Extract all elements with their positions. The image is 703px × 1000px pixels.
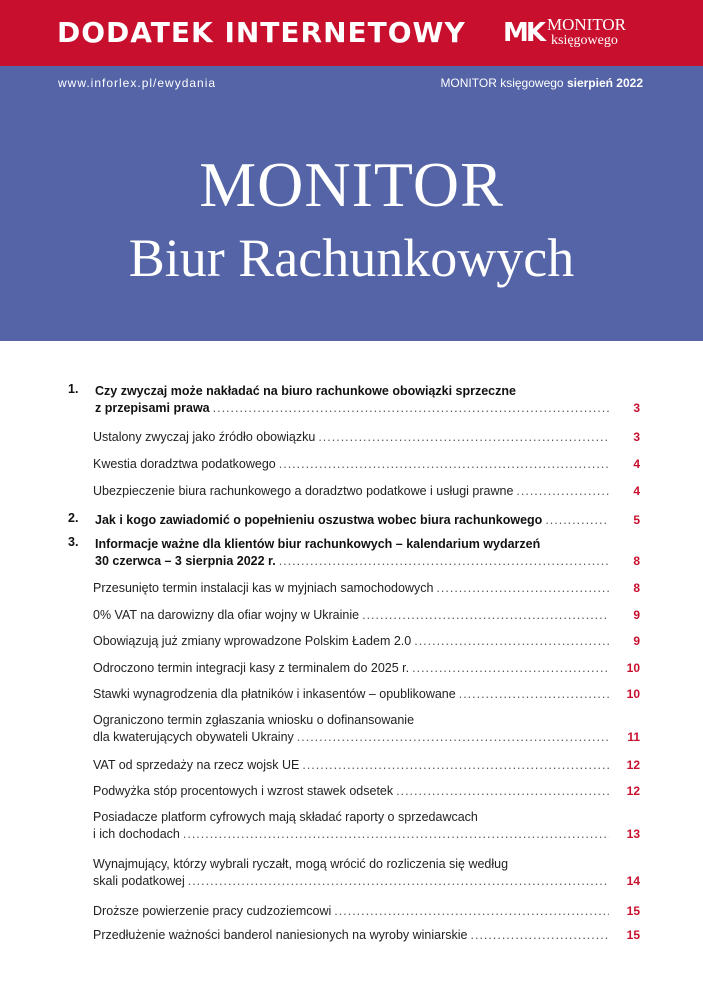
leader-dots (188, 874, 609, 889)
toc-section[interactable] (68, 535, 640, 569)
leader-dots (302, 758, 609, 773)
toc-item[interactable] (93, 428, 640, 445)
logo-line2: księgowego (551, 33, 618, 48)
toc-page-number: 15 (626, 904, 640, 918)
toc-text: Obowiązują już zmiany wprowadzone Polskim Ładem 2.0 (93, 634, 412, 648)
masthead (0, 66, 703, 341)
toc-text: Odroczono termin integracji kasy z terminalem do 2025 r. (93, 661, 410, 675)
leader-dots (279, 457, 609, 472)
toc-item[interactable] (93, 632, 640, 649)
toc-number: 1. (68, 382, 79, 396)
toc-item[interactable] (93, 808, 640, 842)
toc-text: Informacje ważne dla klientów biur rachunkowych – kalendarium wydarzeń (95, 537, 541, 551)
toc-item[interactable] (93, 711, 640, 745)
issue-info (440, 76, 643, 90)
toc-page-number: 4 (633, 457, 640, 471)
toc-item[interactable] (93, 482, 640, 499)
toc-text: i ich dochodach (93, 827, 180, 841)
toc-text: VAT od sprzedaży na rzecz wojsk UE (93, 758, 300, 772)
toc-page-number: 3 (633, 430, 640, 444)
top-banner (0, 0, 703, 66)
toc-page-number: 15 (626, 928, 640, 942)
toc-page-number: 10 (626, 661, 640, 675)
toc-text: Podwyżka stóp procentowych i wzrost stawek odsetek (93, 784, 394, 798)
leader-dots (334, 904, 609, 919)
toc-text: Czy zwyczaj może nakładać na biuro rachunkowe obowiązki sprzeczne (95, 384, 516, 398)
leader-dots (396, 784, 609, 799)
leader-dots (471, 928, 609, 943)
toc-item[interactable] (93, 782, 640, 799)
toc-item[interactable] (93, 579, 640, 596)
toc-section[interactable] (68, 511, 640, 528)
leader-dots (297, 730, 609, 745)
toc-page-number: 8 (633, 581, 640, 595)
toc-section[interactable] (68, 382, 640, 416)
toc-page-number: 4 (633, 484, 640, 498)
toc-page-number: 10 (626, 687, 640, 701)
toc-text: Kwestia doradztwa podatkowego (93, 457, 276, 471)
toc-item[interactable] (93, 685, 640, 702)
toc-text: 0% VAT na darowizny dla ofiar wojny w Ukrainie (93, 608, 360, 622)
leader-dots (545, 513, 609, 528)
toc-text: Ustalony zwyczaj jako źródło obowiązku (93, 430, 316, 444)
toc-page-number: 9 (633, 634, 640, 648)
toc-item[interactable] (93, 455, 640, 472)
magazine-subtitle: Biur Rachunkowych (128, 228, 575, 288)
toc-page-number: 13 (626, 827, 640, 841)
toc-item[interactable] (93, 926, 640, 943)
toc-number: 3. (68, 535, 79, 549)
toc-text: Przesunięto termin instalacji kas w myjniach samochodowych (93, 581, 434, 595)
toc-page-number: 14 (626, 874, 640, 888)
leader-dots (318, 430, 609, 445)
toc-page-number: 12 (626, 784, 640, 798)
toc-text: z przepisami prawa (95, 401, 210, 415)
toc-item[interactable] (93, 606, 640, 623)
website-link[interactable]: www.inforlex.pl/ewydania (58, 76, 217, 90)
toc-page-number: 3 (633, 401, 640, 415)
toc-text: dla kwaterujących obywateli Ukrainy (93, 730, 294, 744)
leader-dots (279, 554, 609, 569)
toc-page-number: 8 (633, 554, 640, 568)
leader-dots (516, 484, 609, 499)
issue-date: sierpień 2022 (566, 76, 643, 90)
leader-dots (362, 608, 609, 623)
toc-item[interactable] (93, 659, 640, 676)
toc-text: 30 czerwca – 3 sierpnia 2022 r. (95, 554, 276, 568)
toc-page-number: 5 (633, 513, 640, 527)
toc-text: Wynajmujący, którzy wybrali ryczałt, mogą wrócić do rozliczenia się według (93, 857, 509, 871)
toc-item[interactable] (93, 756, 640, 773)
toc-number: 2. (68, 511, 79, 525)
toc-text: Ograniczono termin zgłaszania wniosku o dofinansowanie (93, 713, 415, 727)
toc-item[interactable] (93, 855, 640, 889)
toc-text: Stawki wynagrodzenia dla płatników i inkasentów – opublikowane (93, 687, 456, 701)
leader-dots (213, 401, 609, 416)
banner-title: DODATEK INTERNETOWY (57, 16, 466, 49)
leader-dots (412, 661, 609, 676)
magazine-title: MONITOR (199, 149, 504, 220)
toc-page-number: 12 (626, 758, 640, 772)
toc-page-number: 11 (627, 730, 640, 744)
leader-dots (183, 827, 609, 842)
toc-text: skali podatkowej (93, 874, 185, 888)
toc-text: Posiadacze platform cyfrowych mają składać raporty o sprzedawcach (93, 810, 478, 824)
toc-text: Droższe powierzenie pracy cudzoziemcowi (93, 904, 332, 918)
toc-text: Przedłużenie ważności banderol naniesionych na wyroby winiarskie (93, 928, 468, 942)
issue-prefix: MONITOR księgowego (440, 76, 564, 90)
toc-page-number: 9 (633, 608, 640, 622)
toc-text: Ubezpieczenie biura rachunkowego a doradztwo podatkowe i usługi prawne (93, 484, 514, 498)
logo-mark: MK (503, 18, 544, 48)
leader-dots (436, 581, 609, 596)
logo-line1: MONITOR (547, 15, 627, 34)
toc-item[interactable] (93, 902, 640, 919)
leader-dots (459, 687, 609, 702)
leader-dots (414, 634, 609, 649)
toc-text: Jak i kogo zawiadomić o popełnieniu oszustwa wobec biura rachunkowego (95, 513, 543, 527)
